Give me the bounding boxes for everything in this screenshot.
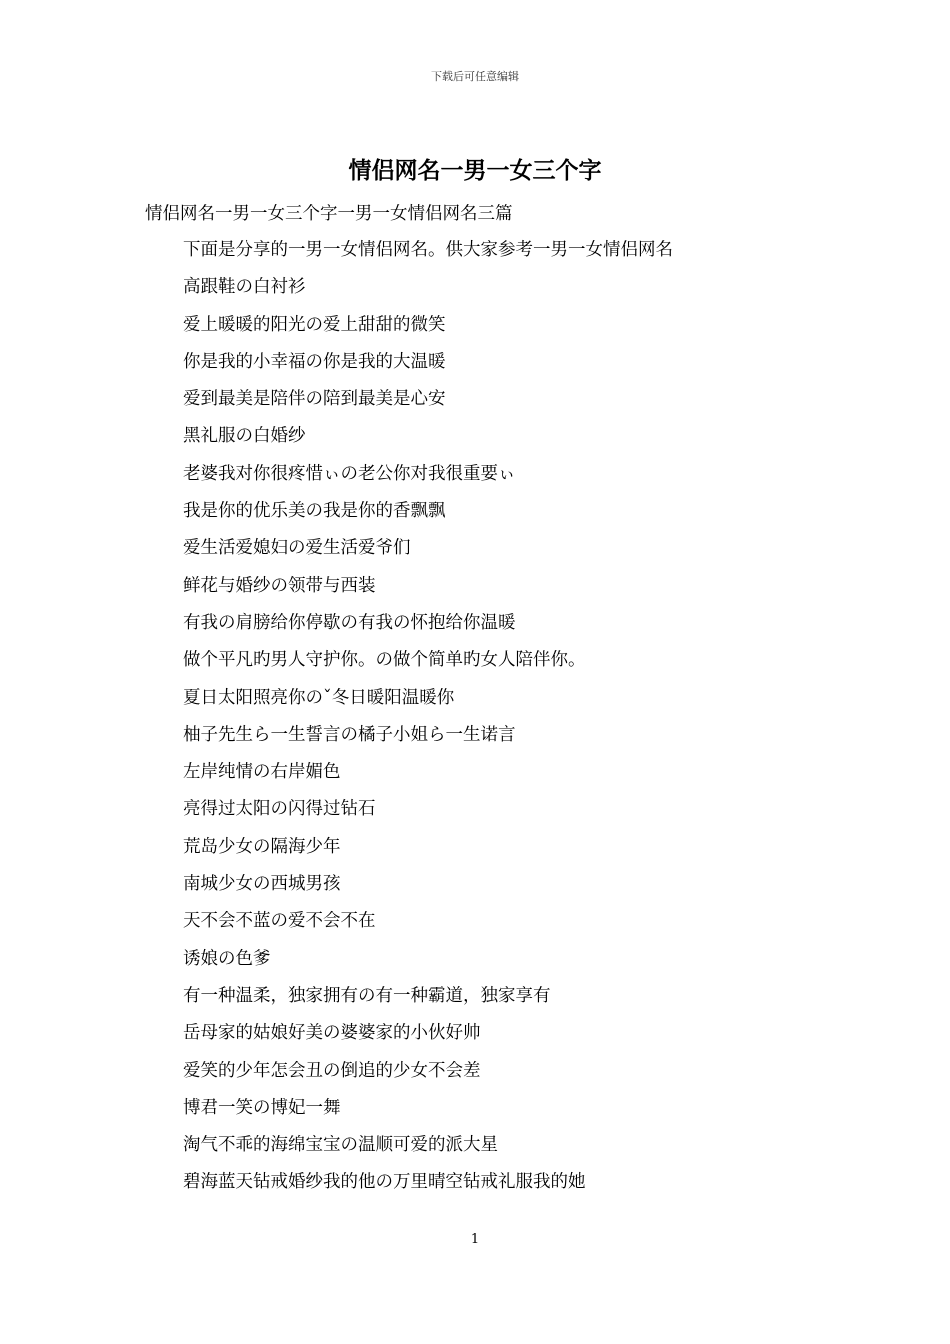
- list-item: 岳母家的姑娘好美の婆婆家的小伙好帅: [183, 1023, 481, 1044]
- list-item: 天不会不蓝の爱不会不在: [183, 911, 376, 932]
- list-item: 有我の肩膀给你停歇の有我の怀抱给你温暖: [183, 612, 516, 633]
- list-item: 我是你的优乐美の我是你的香飘飘: [183, 501, 446, 522]
- list-item: 碧海蓝天钻戒婚纱我的他の万里晴空钻戒礼服我的她: [183, 1172, 586, 1193]
- list-item: 鲜花与婚纱の领带与西装: [183, 575, 376, 596]
- list-item: 南城少女の西城男孩: [183, 874, 341, 895]
- list-item: 爱笑的少年怎会丑の倒追的少女不会差: [183, 1060, 481, 1081]
- list-item: 荒岛少女の隔海少年: [183, 836, 341, 857]
- list-item: 黑礼服の白婚纱: [183, 426, 306, 447]
- header-note: 下载后可任意编辑: [431, 70, 519, 83]
- list-item: 老婆我对你很疼惜ぃの老公你对我很重要ぃ: [183, 463, 516, 484]
- list-item: 博君一笑の博妃一舞: [183, 1097, 341, 1118]
- list-item: 高跟鞋の白衬衫: [183, 277, 306, 298]
- list-item: 爱上暖暖的阳光の爱上甜甜的微笑: [183, 314, 446, 335]
- page-number: 1: [470, 1232, 480, 1247]
- list-item: 诱娘の色爹: [183, 948, 271, 969]
- list-item: 亮得过太阳の闪得过钻石: [183, 799, 376, 820]
- list-item: 做个平凡旳男人守护你。の做个简单旳女人陪伴你。: [183, 650, 586, 671]
- list-item: 爱到最美是陪伴の陪到最美是心安: [183, 389, 446, 410]
- list-item: 爱生活爱媳妇の爱生活爱爷们: [183, 538, 411, 559]
- list-item: 左岸纯情の右岸媚色: [183, 762, 341, 783]
- list-item: 你是我的小幸福の你是我的大温暖: [183, 351, 446, 372]
- list-item: 柚子先生ら一生誓言の橘子小姐ら一生诺言: [183, 724, 516, 745]
- list-item: 淘气不乖的海绵宝宝の温顺可爱的派大星: [183, 1135, 498, 1156]
- list-item: 夏日太阳照亮你のˇ冬日暖阳温暖你: [183, 687, 455, 708]
- list-item: 下面是分享的一男一女情侣网名。供大家参考一男一女情侣网名: [183, 240, 673, 260]
- page-title: 情侣网名一男一女三个字: [348, 157, 602, 184]
- list-item: 有一种温柔，独家拥有の有一种霸道，独家享有: [183, 985, 551, 1006]
- document-subtitle: 情侣网名一男一女三个字一男一女情侣网名三篇: [145, 204, 513, 224]
- nickname-list: [183, 237, 673, 1207]
